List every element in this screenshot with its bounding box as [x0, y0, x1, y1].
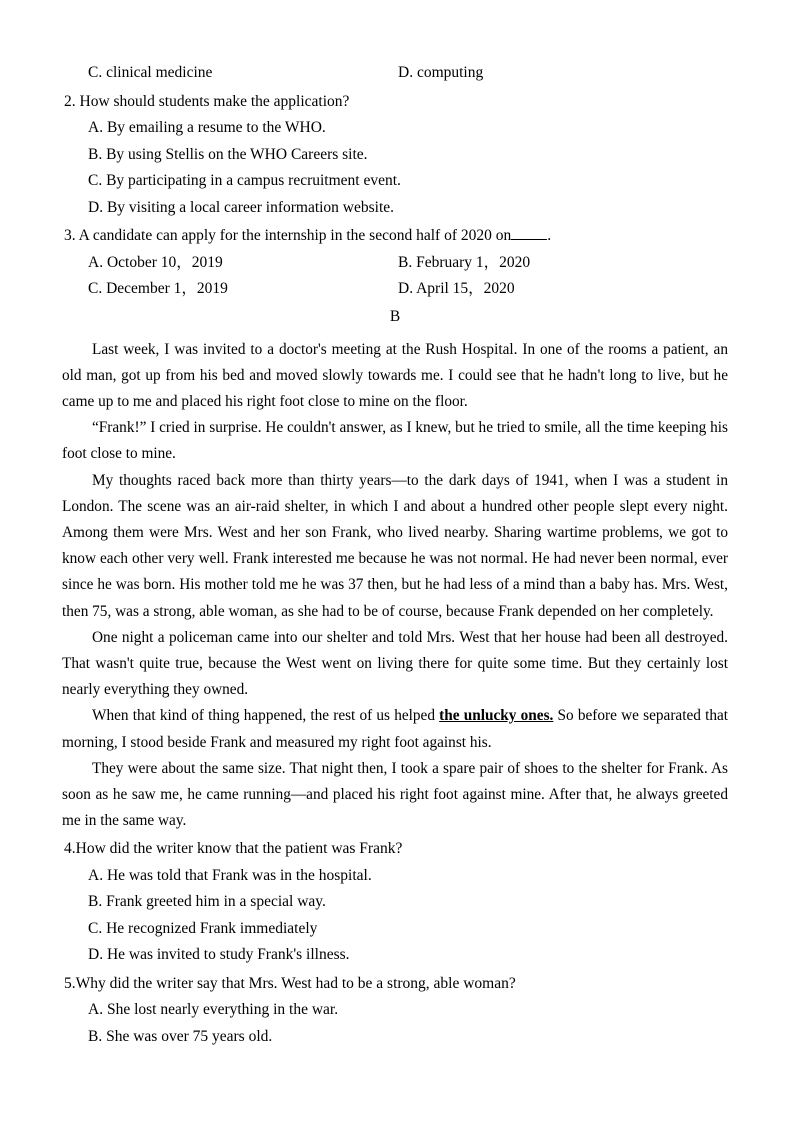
question-4-option-b: B. Frank greeted him in a special way. [88, 893, 326, 911]
passage-paragraph-2: “Frank!” I cried in surprise. He couldn't answer, as I knew, but he tried to smile, all the time keeping his foot close to mine. [62, 419, 728, 463]
question-5-stem: 5.Why did the writer say that Mrs. West had to be a strong, able woman? [64, 974, 516, 992]
question-5-option-a: A. She lost nearly everything in the war. [88, 1001, 339, 1019]
question-4 [62, 836, 728, 969]
question-3-stem-period: . [547, 227, 552, 244]
reading-passage [62, 337, 728, 835]
question-4-option-d: D. He was invited to study Frank's illness. [88, 946, 350, 964]
passage-paragraph-4: One night a policeman came into our shelter and told Mrs. West that her house had been all destroyed. That wasn't quite true, because the West went on living there for quite some time. But they certainly lost nearly everything they owned. [62, 628, 728, 699]
question-3-options-row-2 [62, 276, 728, 303]
section-label-b: B [389, 307, 401, 325]
question-3-stem [62, 223, 728, 250]
question-4-option-a: A. He was told that Frank was in the hospital. [88, 866, 372, 884]
passage-paragraph-1: Last week, I was invited to a doctor's meeting at the Rush Hospital. In one of the rooms a patient, an old man, got up from his bed and moved slowly towards me. I could see that he hadn't long to live, but he came up to me and placed his right foot close to mine on the floor. [62, 340, 728, 410]
question-2-option-a: A. By emailing a resume to the WHO. [88, 119, 326, 136]
question-2 [62, 89, 728, 222]
question-3-options-row-1 [62, 250, 728, 277]
question-3 [62, 223, 728, 303]
passage-paragraph-3: My thoughts raced back more than thirty years—to the dark days of 1941, when I was a student in London. The scene was an air-raid shelter, in which I and about a hundred other people slept every night. Among them were Mrs. West and her son Frank, who lived nearby. Sharing wartime problems, we got to know each other very well. Frank interested me because he was not normal. He had never been normal, ever since he was born. His mother told me he was 37 then, but he had less of a mind than a baby has. Mrs. West, then 75, was a strong, able woman, as she had to be of course, because Frank depended on her completely. [62, 471, 728, 620]
question-3-stem-text: 3. A candidate can apply for the internship in the second half of 2020 on [64, 227, 512, 244]
question-5 [62, 971, 728, 1051]
question-4-option-c: C. He recognized Frank immediately [88, 919, 318, 937]
question-2-option-c: C. By participating in a campus recruitment event. [88, 172, 401, 189]
question-4-stem: 4.How did the writer know that the patient was Frank? [64, 840, 403, 858]
q1-option-c: C. clinical medicine [88, 64, 213, 81]
q1-options-row [62, 60, 728, 87]
passage-paragraph-5 [62, 703, 728, 755]
question-3-option-d: D. April 15，2020 [398, 280, 515, 297]
passage-paragraph-6: They were about the same size. That night then, I took a spare pair of shoes to the shelter for Frank. As soon as he saw me, he came running—and placed his right foot against mine. After that, he always greeted me in the same way. [62, 759, 728, 830]
q1-option-d: D. computing [398, 64, 484, 81]
question-2-stem: 2. How should students make the application? [64, 92, 350, 110]
question-3-answer-blank [511, 226, 547, 240]
question-5-option-b: B. She was over 75 years old. [88, 1027, 273, 1045]
passage-paragraph-5-after: So before we separated that morning, I stood beside Frank and measured my right foot against his. [62, 707, 729, 751]
question-3-option-c: C. December 1，2019 [88, 280, 228, 297]
question-2-option-b: B. By using Stellis on the WHO Careers site. [88, 145, 368, 163]
question-3-option-b: B. February 1，2020 [398, 253, 531, 271]
question-3-option-a: A. October 10，2019 [88, 253, 223, 271]
question-2-option-d: D. By visiting a local career information website. [88, 198, 395, 216]
passage-emphasis-unlucky-ones: the unlucky ones. [439, 707, 554, 725]
passage-paragraph-5-before: When that kind of thing happened, the rest of us helped [92, 707, 440, 725]
